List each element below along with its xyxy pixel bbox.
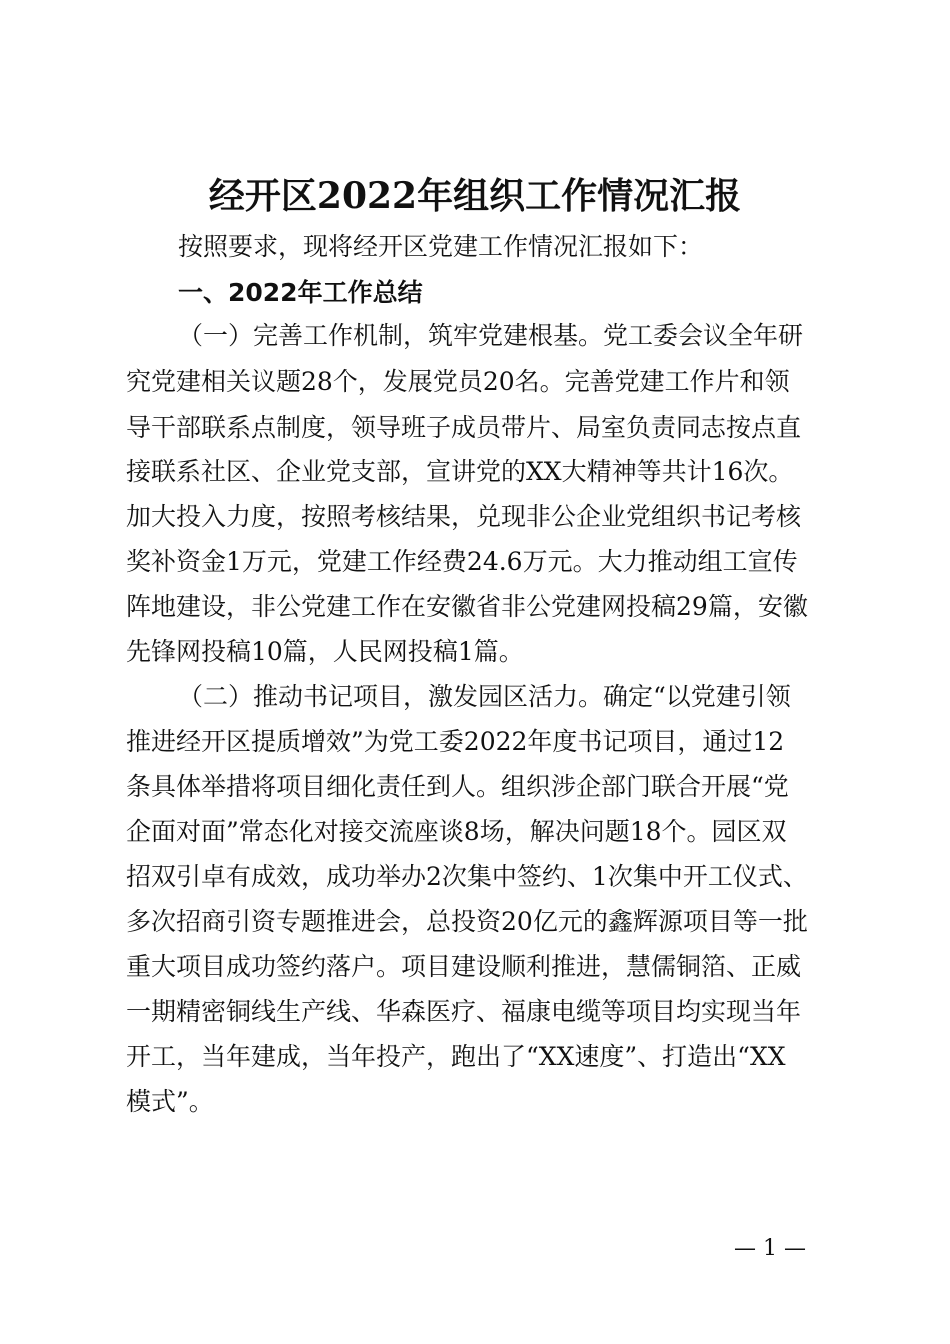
paragraph-2-line: 多次招商引资专题推进会，总投资20亿元的鑫辉源项目等一批 (126, 907, 808, 936)
paragraph-2-line: 模式”。 (126, 1087, 214, 1116)
paragraph-2-line: 条具体举措将项目细化责任到人。组织涉企部门联合开展“党 (126, 772, 789, 801)
paragraph-1-line: 阵地建设，非公党建工作在安徽省非公党建网投稿29篇，安徽 (126, 592, 808, 621)
paragraph-1-line: 究党建相关议题28个，发展党员20名。完善党建工作片和领 (126, 367, 790, 396)
paragraph-2-line: 推进经开区提质增效”为党工委2022年度书记项目，通过12 (126, 727, 785, 756)
paragraph-2-line: 一期精密铜线生产线、华森医疗、福康电缆等项目均实现当年 (126, 997, 802, 1026)
paragraph-1-line: （一）完善工作机制，筑牢党建根基。党工委会议全年研 (178, 321, 804, 350)
paragraph-2-line: 企面对面”常态化对接交流座谈8场，解决问题18个。园区双 (126, 817, 787, 846)
paragraph-2-line: （二）推动书记项目，激发园区活力。确定“以党建引领 (178, 682, 791, 711)
paragraph-1-line: 导干部联系点制度，领导班子成员带片、局室负责同志按点直 (126, 413, 802, 442)
paragraph-1-line: 加大投入力度，按照考核结果，兑现非公企业党组织书记考核 (126, 502, 802, 531)
paragraph-2-line: 重大项目成功签约落户。项目建设顺利推进，慧儒铜箔、正威 (126, 952, 802, 981)
paragraph-1-line: 接联系社区、企业党支部，宣讲党的XX大精神等共计16次。 (126, 457, 794, 486)
paragraph-1-line: 先锋网投稿10篇，人民网投稿1篇。 (126, 637, 524, 666)
paragraph-1-line: 奖补资金1万元，党建工作经费24.6万元。大力推动组工宣传 (126, 547, 798, 576)
section-heading: 一、2022年工作总结 (178, 278, 423, 307)
page-number: — 1 — (734, 1236, 806, 1261)
paragraph-2-line: 开工，当年建成，当年投产，跑出了“XX速度”、打造出“XX (126, 1042, 786, 1071)
intro-paragraph: 按照要求，现将经开区党建工作情况汇报如下： (178, 232, 704, 261)
paragraph-2-line: 招双引卓有成效，成功举办2次集中签约、1次集中开工仪式、 (126, 862, 808, 891)
document-title: 经开区2022年组织工作情况汇报 (208, 175, 742, 217)
